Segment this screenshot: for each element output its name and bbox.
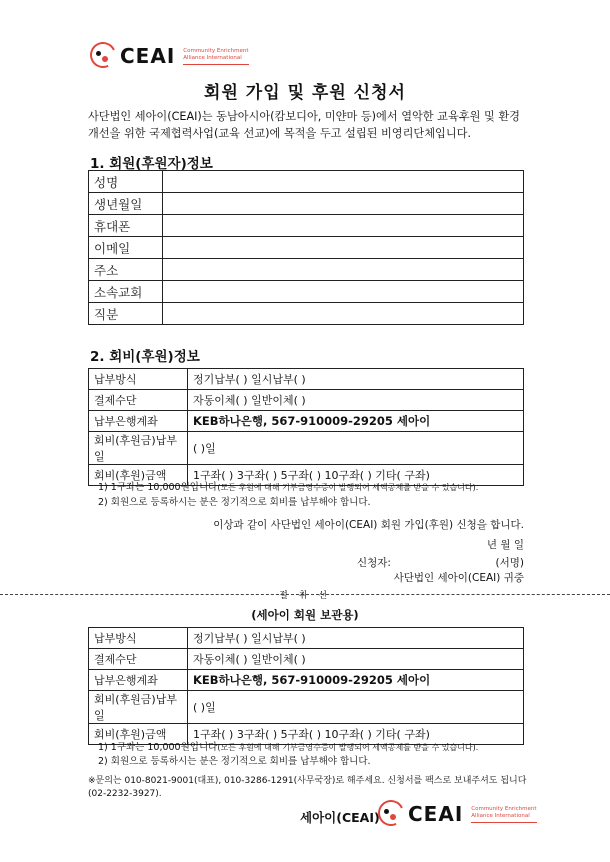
table-row: 휴대폰 (89, 215, 524, 237)
position-field[interactable] (163, 303, 524, 325)
payment-day-field[interactable]: ( )일 (188, 432, 524, 465)
table-row: 주소 (89, 259, 524, 281)
table-row: 납부은행계좌 KEB하나은행, 567-910009-29205 세아이 (89, 670, 524, 691)
ceai-logo (90, 42, 249, 70)
ceai-logo-icon (90, 42, 118, 70)
table-row: 결제수단 자동이체( ) 일반이체( ) (89, 649, 524, 670)
table-row: 회비(후원)금액 1구좌( ) 3구좌( ) 5구좌( ) 10구좌( ) 기타( 구좌) (89, 724, 524, 745)
note-1: 1) 1구좌는 10,000원입니다(모든 후원에 대해 기부금영수증이 발행되어 세액공제를 받을 수 있습니다). (98, 482, 479, 493)
table-row: 납부방식 정기납부( ) 일시납부( ) (89, 369, 524, 390)
copy-note-2: 2) 회원으로 등록하시는 분은 정기적으로 회비를 납부해야 합니다. (98, 756, 371, 767)
table-row: 이메일 (89, 237, 524, 259)
footer-logo-word: CEAI (408, 802, 464, 826)
form-title: 회원 가입 및 후원 신청서 (204, 83, 406, 103)
church-field[interactable] (163, 281, 524, 303)
member-copy-label: (세아이 회원 보관용) (251, 608, 359, 622)
section1-heading: 1. 회원(후원자)정보 (90, 156, 213, 172)
table-row: 회비(후원)금액 1구좌( ) 3구좌( ) 5구좌( ) 10구좌( ) 기타( 구좌) (89, 465, 524, 486)
phone-field[interactable] (163, 215, 524, 237)
footer-logo-tagline: Community Enrichment Alliance International (471, 806, 536, 823)
member-info-table (88, 170, 524, 325)
table-row: 생년월일 (89, 193, 524, 215)
table-row: 납부방식 정기납부( ) 일시납부( ) (89, 628, 524, 649)
name-field[interactable] (163, 171, 524, 193)
table-row: 직분 (89, 303, 524, 325)
applicant-label: 신청자: (357, 557, 391, 569)
inquiry-text: ※문의는 010-8021-9001(대표), 010-3286-1291(사무국장)로 해주세요. 신청서를 팩스로 보내주셔도 됩니다(02-2232-3927). (88, 776, 527, 799)
copy-note-1: 1) 1구좌는 10,000원입니다(모든 후원에 대해 기부금영수증이 발행되어 세액공제를 받을 수 있습니다). (98, 742, 479, 753)
footer-logo (378, 800, 537, 828)
fee-info-table (88, 368, 524, 486)
logo-word: CEAI (120, 44, 176, 68)
intro-text: 사단법인 세아이(CEAI)는 동남아시아(캄보디아, 미얀마 등)에서 열악한 교육후원 및 환경개선을 위한 국제협력사업(교육 선교)에 목적을 두고 설립된 비영리단체입니다. (88, 110, 520, 140)
application-statement: 이상과 같이 사단법인 세아이(CEAI) 회원 가입(후원) 신청을 합니다. (213, 519, 524, 531)
recipient: 사단법인 세아이(CEAI) 귀중 (393, 572, 524, 584)
table-row: 회비(후원금)납부일 ( )일 (89, 432, 524, 465)
ceai-logo-icon (378, 800, 406, 828)
birthdate-field[interactable] (163, 193, 524, 215)
email-field[interactable] (163, 237, 524, 259)
bank-account-value: KEB하나은행, 567-910009-29205 세아이 (188, 411, 524, 432)
amount-field[interactable]: 1구좌( ) 3구좌( ) 5구좌( ) 10구좌( ) 기타( 구좌) (188, 465, 524, 486)
sign-label: (서명) (495, 557, 524, 569)
table-row: 성명 (89, 171, 524, 193)
table-row: 소속교회 (89, 281, 524, 303)
payment-method-field[interactable]: 정기납부( ) 일시납부( ) (188, 369, 524, 390)
logo-tagline: Community Enrichment Alliance International (183, 48, 248, 65)
footer-org-name: 세아이(CEAI) (300, 810, 380, 825)
payment-means-field[interactable]: 자동이체( ) 일반이체( ) (188, 390, 524, 411)
table-row: 납부은행계좌 KEB하나은행, 567-910009-29205 세아이 (89, 411, 524, 432)
address-field[interactable] (163, 259, 524, 281)
date-line: 년 월 일 (486, 539, 524, 551)
table-row: 회비(후원금)납부일 ( )일 (89, 691, 524, 724)
section2-heading: 2. 회비(후원)정보 (90, 349, 200, 365)
member-copy-table (88, 627, 524, 745)
note-2: 2) 회원으로 등록하시는 분은 정기적으로 회비를 납부해야 합니다. (98, 497, 371, 508)
cut-line-label: 절 취 선 (279, 591, 331, 601)
table-row: 결제수단 자동이체( ) 일반이체( ) (89, 390, 524, 411)
